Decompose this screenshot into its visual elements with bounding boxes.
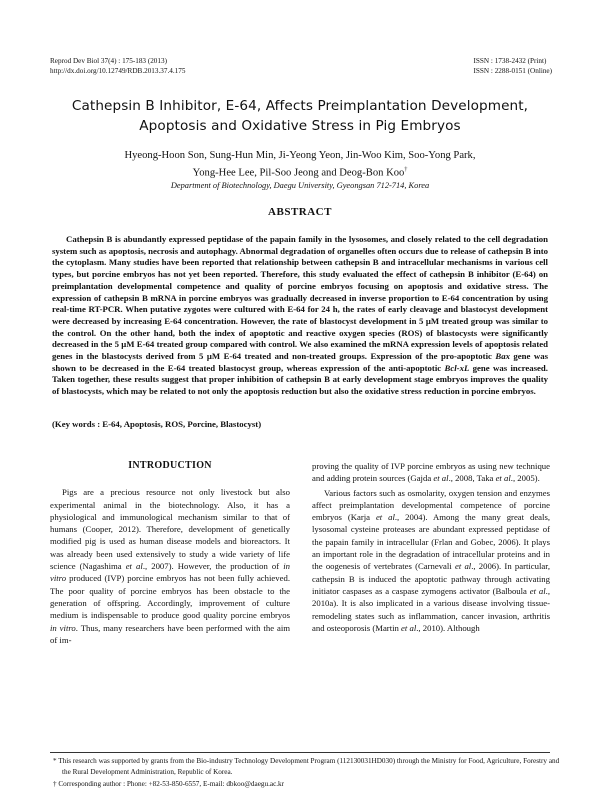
authors-line-1: Hyeong-Hoon Son, Sung-Hun Min, Ji-Yeong Yeon, Jin-Woo Kim, Soo-Yong Park, [124, 150, 476, 161]
introduction-heading: INTRODUCTION [128, 460, 212, 471]
authors-line-2: Yong-Hee Lee, Pil-Soo Jeong and Deog-Bon Koo† [192, 167, 408, 179]
journal-citation: Reprod Dev Biol 37(4) : 175-183 (2013) [50, 57, 167, 65]
author-list [60, 148, 540, 181]
running-header-right [474, 56, 552, 76]
gene-bax: Bax [495, 351, 510, 362]
intro-paragraph-1-continued: proving the quality of IVP porcine embryos as using new technique and adding protein sources (Gajda et al., 2008, Taka et al., 2005). [312, 461, 550, 484]
column-left [50, 460, 290, 646]
issn-online: ISSN : 2288-0151 (Online) [473, 67, 552, 75]
column-right [312, 460, 550, 634]
running-header-left [50, 56, 185, 76]
intro-paragraph-1: Pigs are a precious resource not only livestock but also experimental animal in the biotechnology. Also, it has a physiological and immunological mechanism similar to that of humans (Cooper, 2012). Therefore, development of genetically modified pig is used as human disease models and bioreactors. It was already been used extensively to study a wide variety of life science (Nagashima et al., 2007). However, the production of in vitro produced (IVP) porcine embryos has not been fully achieved. The poor quality of porcine embryos has been obstacle to the generation of offspring. Accordingly, improvement of culture medium is indispensable to produce good quality porcine embryos in vitro. Thus, many researchers have been performed with the aim of im- [50, 487, 290, 645]
title-line-1: Cathepsin B Inhibitor, E-64, Affects Preimplantation Development, [71, 98, 529, 114]
corresponding-author-mark: † [404, 167, 408, 173]
corresponding-footnote: † Corresponding author : Phone: +82-53-850-6557, E-mail: dbkoo@daegu.ac.kr [53, 780, 285, 788]
affiliation: Department of Biotechnology, Daegu University, Gyeongsan 712-714, Korea [170, 181, 430, 190]
title-line-2: Apoptosis and Oxidative Stress in Pig Embryos [139, 118, 461, 134]
paper-title [40, 96, 560, 136]
abstract-body: Cathepsin B is abundantly expressed peptidase of the papain family in the lysosomes, and closely related to the cell degradation system such as apoptosis, necrosis and autophagy. Abnormal degradation of organelles often occurs due to release of cathepsin B into the cytoplasm. Many studies have been reported that relationship between cathepsin B and intracellular mechanisms in various cell types, but porcine embryos has not yet been reported. Therefore, this study evaluated the effect of cathepsin B inhibitor (E-64) on preimplantation developmental competence and quality of porcine embryos focusing on apoptosis and oxidative stress. The expression of cathepsin B mRNA in porcine embryos was gradually decreased in inverse proportion to E-64 concentration by using real-time RT-PCR. When putative zygotes were cultured with E-64 for 24 h, the rates of early cleavage and blastocyst development were decreased by increasing E-64 concentration. However, the rate of blastocyst development in 5 μM treated group was similar to the control. On the other hand, both the index of apoptotic and reactive oxygen species (ROS) of blastocysts were significantly decreased in the 5 μM E-64 treated group compared with control. We also examined the mRNA expression levels of apoptosis related genes in the blastocysts derived from 5 μM E-64 treated and non-treated groups. Expression of the pro-apoptotic Bax gene was shown to be decreased in the E-64 treated blastocyst group, whereas expression of the anti-apoptotic Bcl-xL gene was increased. Taken together, these results suggest that proper inhibition of cathepsin B at early development stage embryos improves the quality of blastocysts, which may be related to not only the apoptosis reduction but also the oxidative stress reduction in porcine embryos. [52, 234, 549, 397]
issn-print: ISSN : 1738-2432 (Print) [473, 57, 547, 65]
gene-bcl-xl: Bcl-xL [444, 362, 470, 373]
footnote-divider [50, 752, 550, 753]
abstract-heading: ABSTRACT [268, 206, 332, 218]
doi-link[interactable]: http://dx.doi.org/10.12749/RDB.2013.37.4.175 [50, 67, 186, 75]
keywords: (Key words : E-64, Apoptosis, ROS, Porcine, Blastocyst) [52, 419, 262, 429]
intro-paragraph-2: Various factors such as osmolarity, oxygen tension and enzymes affect preimplantation developmental competence of porcine embryos (Karja et al., 2004). Among the many great deals, lysosomal cysteine proteases are abundant expressed peptidase of the papain family in intracellular (Frlan and Gobec, 2006). It plays an important role in the degradation of intracellular proteins and in the oogenesis of vertebrates (Carnevali et al., 2006). In particular, cathepsin B is induced the apoptotic pathway through activating initiator caspases as a caspase zymogens activator (Balboula et al., 2010a). It is also implicated in a various disease involving tissue-remodeling states such as inflammation, cancer invasion, arthritis and osteoporosis (Martin et al., 2010). Although [312, 487, 550, 633]
funding-footnote: * This research was supported by grants from the Bio-industry Technology Development Program (112130031HD030) through the Ministry for Food, Agriculture, Forestry and the Rural Development Administration, Republic of Korea. [53, 757, 560, 776]
